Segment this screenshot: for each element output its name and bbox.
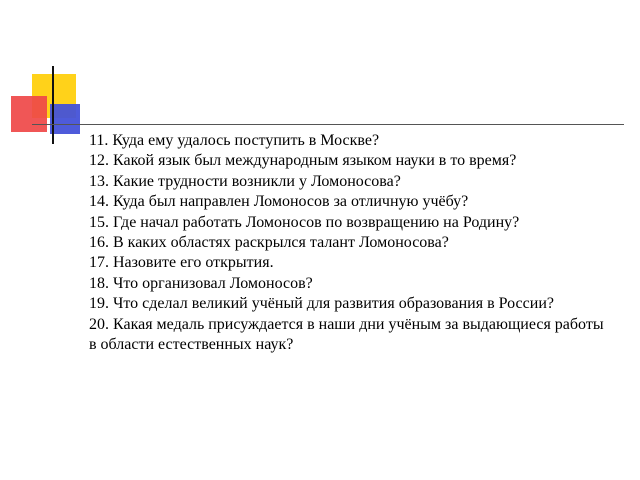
question-item: 12. Какой язык был международным языком науки в то время? bbox=[89, 152, 517, 170]
question-item: 15. Где начал работать Ломоносов по возвращению на Родину? bbox=[89, 213, 520, 231]
question-item: 11. Куда ему удалось поступить в Москве? bbox=[89, 132, 380, 149]
question-item: 16. В каких областях раскрылся талант Ломоносова? bbox=[89, 234, 449, 252]
question-item: 17. Назовите его открытия. bbox=[89, 254, 274, 272]
red-square-decoration bbox=[11, 96, 47, 132]
vertical-rule bbox=[52, 66, 54, 144]
blue-square-decoration bbox=[50, 104, 80, 134]
question-item: 14. Куда был направлен Ломоносов за отличную учёбу? bbox=[89, 193, 469, 211]
question-item: 20. Какая медаль присуждается в наши дни учёным за выдающиеся работы в области естественных наук? bbox=[89, 315, 604, 354]
question-list bbox=[89, 131, 609, 355]
horizontal-rule bbox=[32, 124, 624, 125]
question-item: 19. Что сделал великий учёный для развития образования в России? bbox=[89, 295, 554, 313]
question-item: 13. Какие трудности возникли у Ломоносова? bbox=[89, 172, 401, 190]
question-item: 18. Что организовал Ломоносов? bbox=[89, 274, 313, 292]
